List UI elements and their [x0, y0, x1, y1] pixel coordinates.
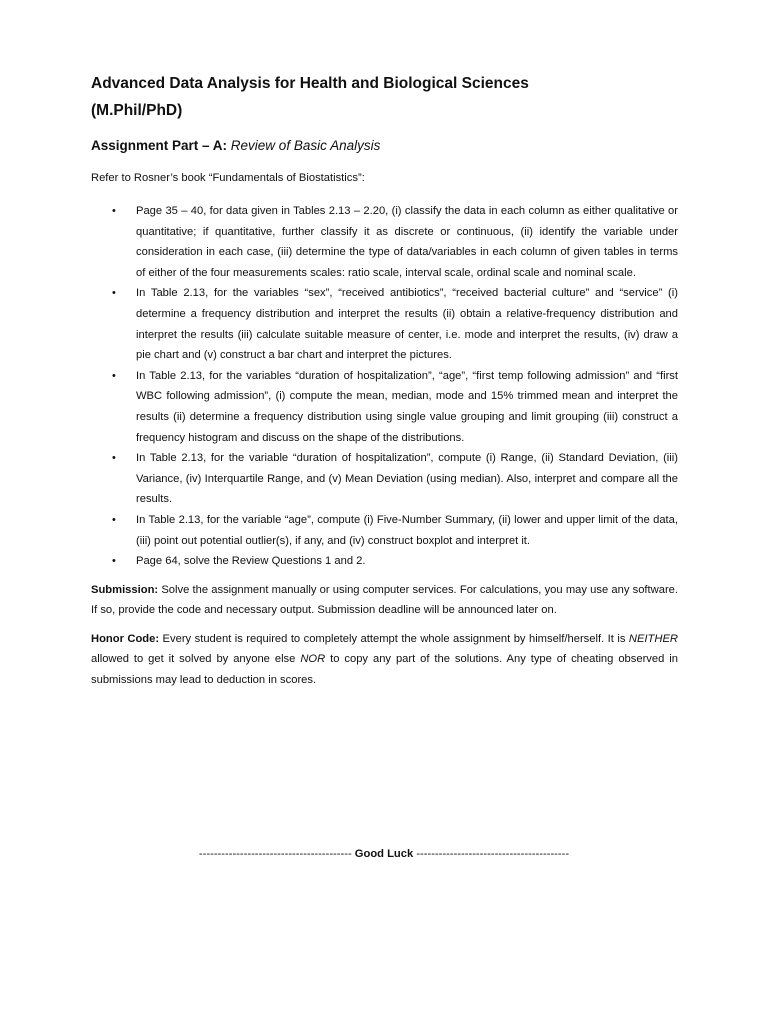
intro-text: Refer to Rosner’s book “Fundamentals of Biostatistics”: [91, 172, 365, 184]
bullet-icon: • [112, 205, 116, 217]
list-item-text: In Table 2.13, for the variable “age”, compute (i) Five-Number Summary, (ii) lower and upper limit of the data, (iii) point out potential outlier(s), if any, and (iv) construct boxplot and interpret it. [136, 513, 678, 547]
list-item [91, 283, 678, 365]
document-title [91, 70, 678, 124]
assignment-topic: Review of Basic Analysis [230, 138, 381, 153]
honor-text-part-2: allowed to get it solved by anyone else [91, 653, 301, 666]
assignment-lead: Assignment Part – A: [91, 138, 228, 153]
list-item [91, 510, 678, 551]
task-list [91, 201, 678, 572]
bullet-icon: • [112, 452, 116, 465]
assignment-heading [91, 136, 678, 156]
submission-label: Submission: [91, 583, 159, 596]
footer-dashes-left: ----------------------------------------- [198, 848, 355, 860]
submission-paragraph [91, 580, 678, 621]
honor-text-part-1: Every student is required to completely attempt the whole assignment by himself/herself. It is [159, 632, 629, 645]
list-item [91, 448, 678, 510]
bullet-icon: • [112, 513, 116, 526]
good-luck-text: Good Luck [354, 848, 414, 860]
list-item-text: Page 35 – 40, for data given in Tables 2.13 – 2.20, (i) classify the data in each column as either qualitative or quantitative; if quantitative, further classify it as discrete or continuous, (ii) identify the variable under consideration in each case, (iii) determine the type of data/variables in each column of given tables in terms of either of the four measurements scales: ratio scale, interval scale, ordinal scale and nominal scale. [136, 205, 678, 279]
footer-good-luck [0, 848, 768, 860]
honor-nor: NOR [300, 653, 326, 666]
bullet-icon: • [112, 369, 116, 382]
list-item [91, 201, 678, 283]
bullet-icon: • [112, 555, 116, 568]
list-item-text: In Table 2.13, for the variables “sex”, “received antibiotics”, “received bacterial culture” and “service” (i) determine a frequency distribution and interpret the results (ii) obtain a relative-frequency distribution and interpret the results (iii) calculate suitable measure of center, i.e. mode and interpret the results, (iv) draw a pie chart and (v) construct a bar chart and interpret the pictures. [136, 287, 678, 362]
bullet-icon: • [112, 287, 116, 300]
list-item-text: Page 64, solve the Review Questions 1 and 2. [136, 555, 366, 568]
honor-code-paragraph [91, 629, 678, 691]
footer-dashes-right: ----------------------------------------- [413, 848, 570, 860]
honor-text-part-3: to copy any part of the solutions. Any type of cheating observed in submissions may lead to deduction in scores. [91, 653, 678, 687]
title-line-1: Advanced Data Analysis for Health and Biological Sciences [91, 75, 529, 92]
list-item-text: In Table 2.13, for the variable “duration of hospitalization”, compute (i) Range, (ii) Standard Deviation, (iii) Variance, (iv) Interquartile Range, and (v) Mean Deviation (using median). Also, interpret and compare all the results. [136, 452, 678, 506]
list-item [91, 551, 678, 572]
list-item-text: In Table 2.13, for the variables “duration of hospitalization”, “age”, “first temp following admission” and “first WBC following admission”, (i) compute the mean, median, mode and 15% trimmed mean and interpret the results (ii) determine a frequency distribution using single value grouping and limit grouping (iii) construct a frequency histogram and discuss on the shape of the distributions. [136, 369, 678, 444]
submission-text: Solve the assignment manually or using computer services. For calculations, you may use any software. If so, provide the code and necessary output. Submission deadline will be announced later on. [91, 583, 678, 617]
honor-neither: NEITHER [628, 632, 678, 645]
honor-code-label: Honor Code: [91, 632, 160, 645]
title-line-2: (M.Phil/PhD) [91, 102, 183, 119]
list-item [91, 366, 678, 448]
